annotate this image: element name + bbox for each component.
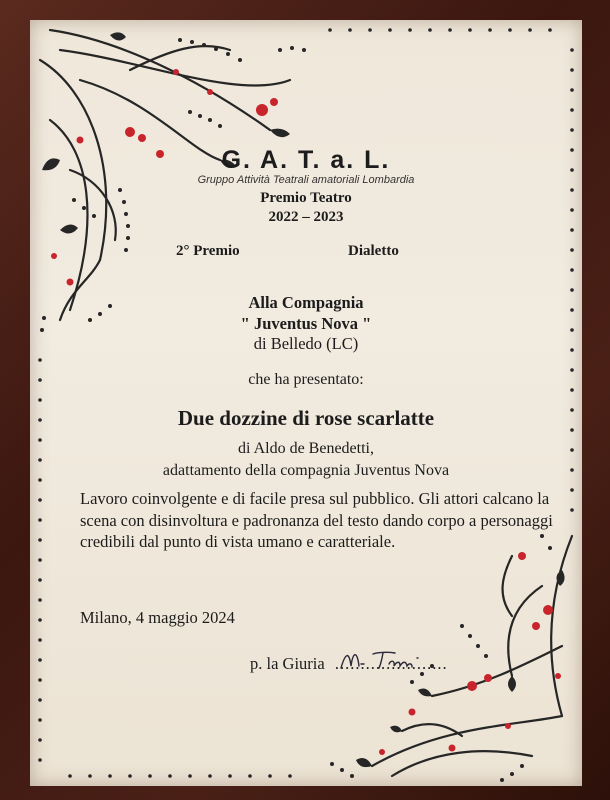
org-logo: G. A. T. a. L.: [221, 146, 391, 174]
adaptation-note: adattamento della compagnia Juventus Nova: [162, 462, 450, 479]
prize-rank: 2° Premio: [176, 243, 240, 259]
signature-label: p. la Giuria: [250, 654, 325, 673]
jury-signature-line: [250, 654, 448, 674]
company-name: " Juventus Nova ": [240, 314, 372, 333]
to-company-label: Alla Compagnia: [248, 293, 364, 312]
prize-category: Dialetto: [348, 243, 399, 259]
season: 2022 – 2023: [268, 209, 344, 225]
motivation-text: Lavoro coinvolgente e di facile presa sul pubblico. Gli attori calcano la scena con disinvoltura e padronanza del testo dando corpo a personaggi credibili dal punto di vista umano e caratteriale.: [80, 489, 553, 551]
signature-dots: ......................: [334, 654, 448, 673]
org-full-name: Gruppo Attività Teatrali amatoriali Lombardia: [197, 174, 415, 186]
presented-label: che ha presentato:: [248, 371, 364, 388]
date-line: Milano, 4 maggio 2024: [80, 608, 235, 627]
award-name: Premio Teatro: [260, 190, 352, 206]
company-place: di Belledo (LC): [253, 334, 359, 353]
handwritten-signature: [339, 644, 429, 674]
certificate-paper: [30, 20, 582, 786]
play-title: Due dozzine di rose scarlatte: [177, 406, 435, 430]
play-author: di Aldo de Benedetti,: [238, 440, 374, 457]
